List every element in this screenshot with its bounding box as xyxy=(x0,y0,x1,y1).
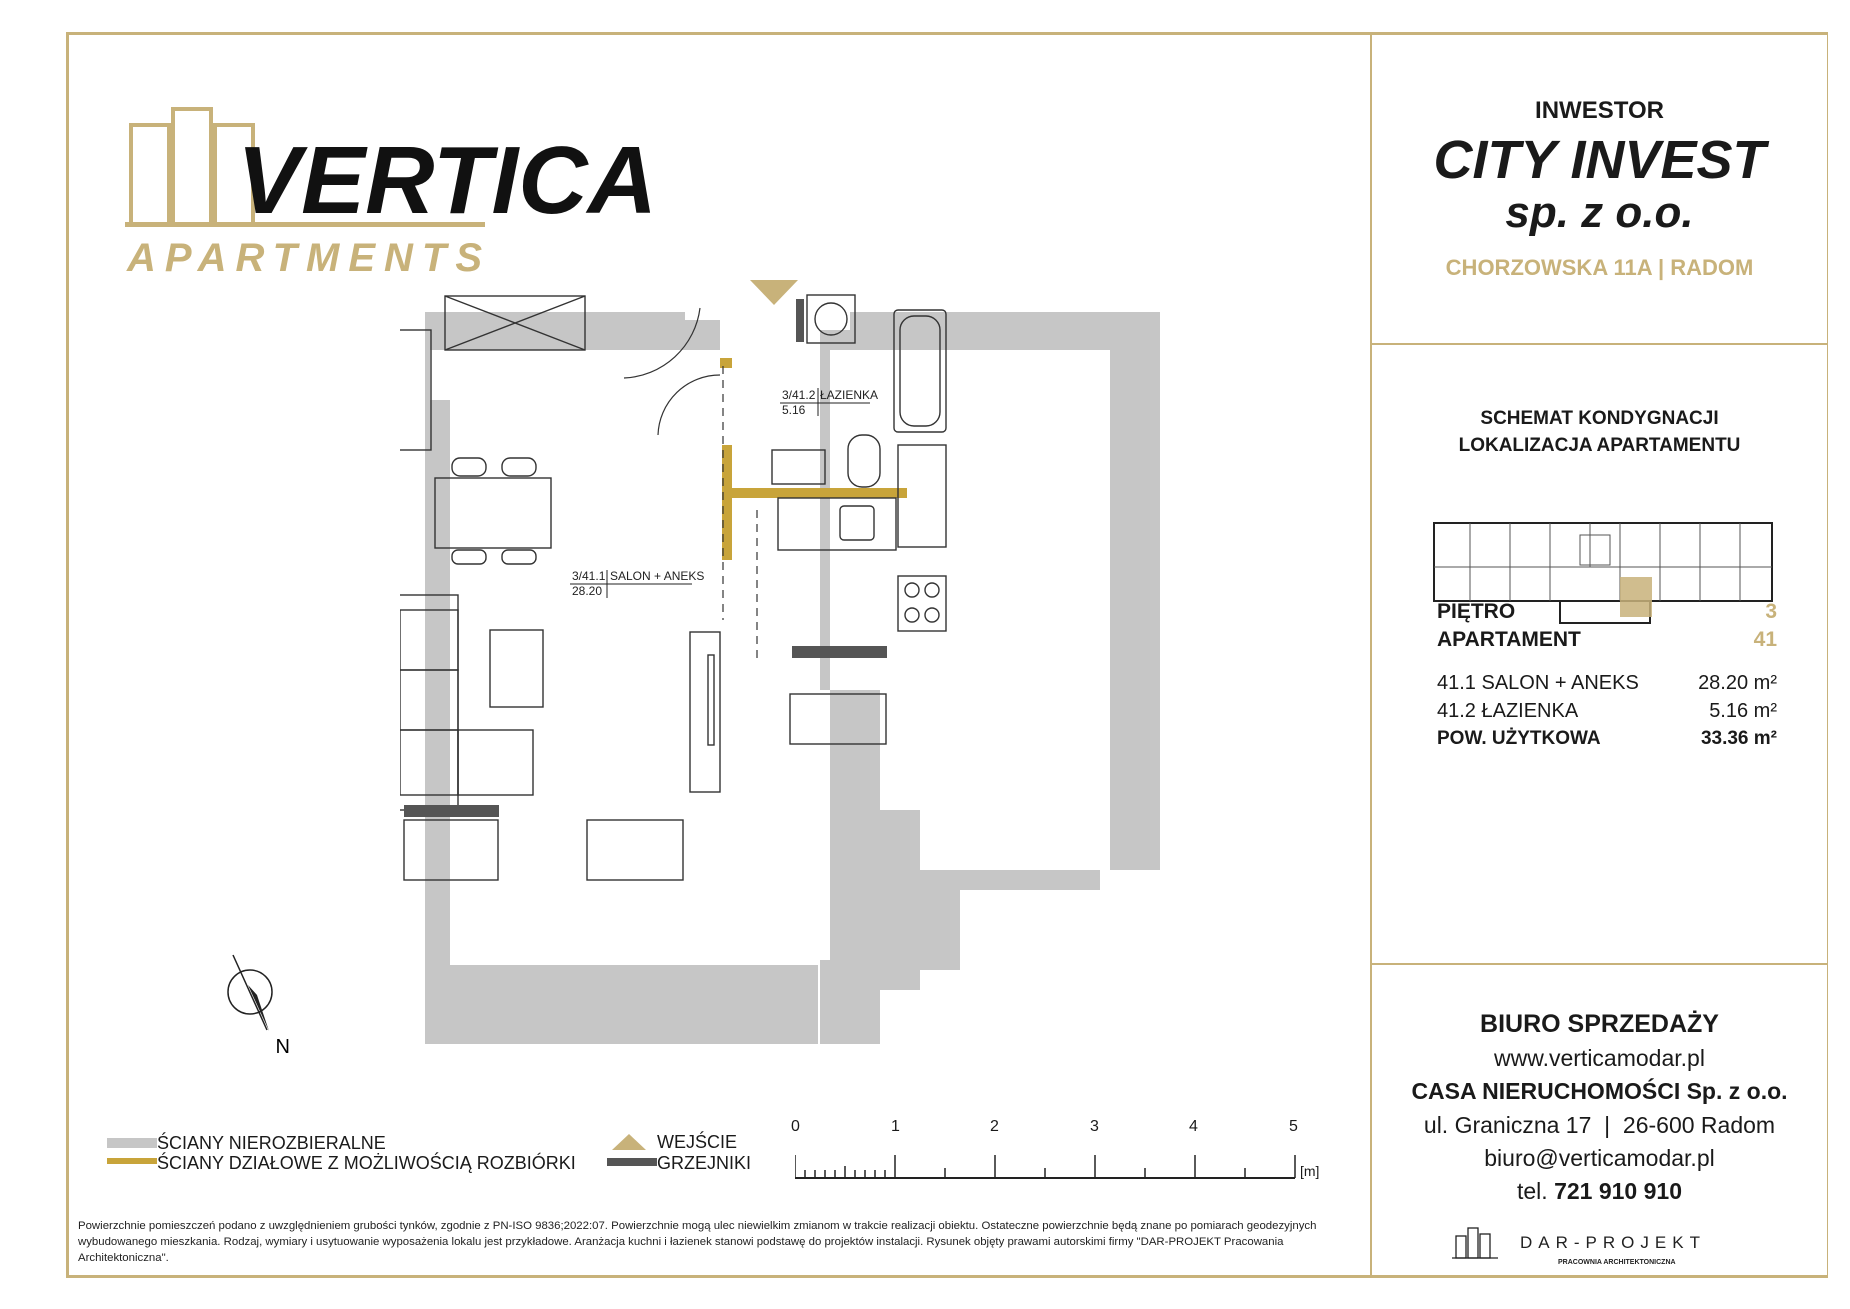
room1-id: 3/41.1 xyxy=(572,569,606,583)
architect-logo xyxy=(1452,1222,1752,1272)
vertica-logo xyxy=(125,105,675,285)
room2-name: ŁAZIENKA xyxy=(820,388,879,402)
room-area: 5.16 m² xyxy=(1709,700,1777,722)
investor-name-sub: sp. z o.o. xyxy=(1505,188,1694,237)
phone-number: 721 910 910 xyxy=(1554,1178,1682,1204)
north-arrow-icon xyxy=(225,945,295,1055)
sales-address: ul. Graniczna 17 | 26-600 Radom xyxy=(1423,1112,1776,1138)
architect-sub: PRACOWNIA ARCHITEKTONICZNA xyxy=(1558,1259,1676,1266)
floor-label: PIĘTRO xyxy=(1437,600,1516,623)
entry-triangle-icon xyxy=(612,1132,652,1152)
sales-website-link[interactable]: www.verticamodar.pl xyxy=(1494,1045,1705,1071)
sales-phone[interactable] xyxy=(1372,1178,1827,1205)
room1-area: 28.20 xyxy=(572,584,603,598)
apartment-label: APARTAMENT xyxy=(1437,628,1581,651)
apartment-highlight xyxy=(1620,577,1652,617)
schema-title xyxy=(1372,405,1827,459)
legend-walls-label: ŚCIANY NIEROZBIERALNE xyxy=(157,1133,386,1153)
floor-plan xyxy=(400,270,1180,1070)
total-area-label: POW. UŻYTKOWA xyxy=(1437,728,1601,749)
scale-tick-3: 3 xyxy=(1090,1118,1099,1135)
apartment-value: 41 xyxy=(1753,628,1777,651)
legend-entry-label: WEJŚCIE xyxy=(657,1132,738,1152)
schema-title-line2: LOKALIZACJA APARTAMENTU xyxy=(1458,435,1741,456)
room-area: 28.20 m² xyxy=(1698,672,1777,694)
scale-tick-0: 0 xyxy=(791,1118,800,1135)
investment-address: CHORZOWSKA 11A | RADOM xyxy=(1445,255,1754,280)
north-label: N xyxy=(275,1036,290,1055)
room-name: 41.1 SALON + ANEKS xyxy=(1437,672,1639,694)
investor-name: CITY INVEST xyxy=(1433,130,1766,190)
total-area-value: 33.36 m² xyxy=(1700,728,1777,749)
scale-tick-5: 5 xyxy=(1289,1118,1298,1135)
legend-partitions-swatch xyxy=(107,1158,157,1164)
legend-walls-swatch xyxy=(107,1138,157,1148)
scale-tick-4: 4 xyxy=(1189,1118,1198,1135)
investor-label: INWESTOR xyxy=(1535,97,1664,124)
apartment-section xyxy=(1372,345,1827,965)
scale-tick-2: 2 xyxy=(990,1118,999,1135)
sales-title: BIURO SPRZEDAŻY xyxy=(1480,1010,1719,1038)
investor-section xyxy=(1372,35,1827,345)
sales-email-link[interactable]: biuro@verticamodar.pl xyxy=(1484,1145,1715,1171)
room1-name: SALON + ANEKS xyxy=(610,569,705,583)
entrance-marker xyxy=(750,280,798,305)
phone-label: tel. xyxy=(1517,1178,1548,1204)
logo-apartments-text: APARTMENTS xyxy=(127,236,482,280)
room2-area: 5.16 xyxy=(782,403,806,417)
schema-title-line1: SCHEMAT KONDYGNACJI xyxy=(1480,408,1719,429)
logo-vertica-text: VERTICA xyxy=(237,127,657,234)
sales-office-section xyxy=(1372,965,1827,1275)
room-name: 41.2 ŁAZIENKA xyxy=(1437,700,1579,722)
room2-id: 3/41.2 xyxy=(782,388,816,402)
sales-company: CASA NIERUCHOMOŚCI Sp. z o.o. xyxy=(1411,1078,1788,1104)
scale-unit: [m] xyxy=(1300,1163,1320,1179)
info-panel xyxy=(1370,35,1827,1275)
disclaimer-text: Powierzchnie pomieszczeń podano z uwzględnieniem grubości tynków, zgodnie z PN-ISO 9836;2022:07. Powierzchnie mogą ulec niewielkim zmianom w trakcie realizacji obiektu. Ostateczne powierzchnie będą znane po pomiarach geodezyjnych wybudowanego mieszkania. Rodzaj, wymiary i usytuowanie wyposażenia lokalu jest przykładowe. Aranżacja kuchni i łazienek stanowi podstawę do projektów instalacji. Rysunek objęty prawami autorskimi firmy "DAR-PROJEKT Pracowania Architektoniczna". xyxy=(78,1220,1317,1264)
legend-radiators-label: GRZEJNIKI xyxy=(657,1153,752,1173)
legend-partitions-label: ŚCIANY DZIAŁOWE Z MOŻLIWOŚCIĄ ROZBIÓRKI xyxy=(157,1153,576,1173)
legend-radiators-swatch xyxy=(607,1158,657,1166)
floor-value: 3 xyxy=(1765,600,1777,623)
scale-tick-1: 1 xyxy=(891,1118,900,1135)
architect-name: DAR-PROJEKT xyxy=(1520,1233,1706,1252)
